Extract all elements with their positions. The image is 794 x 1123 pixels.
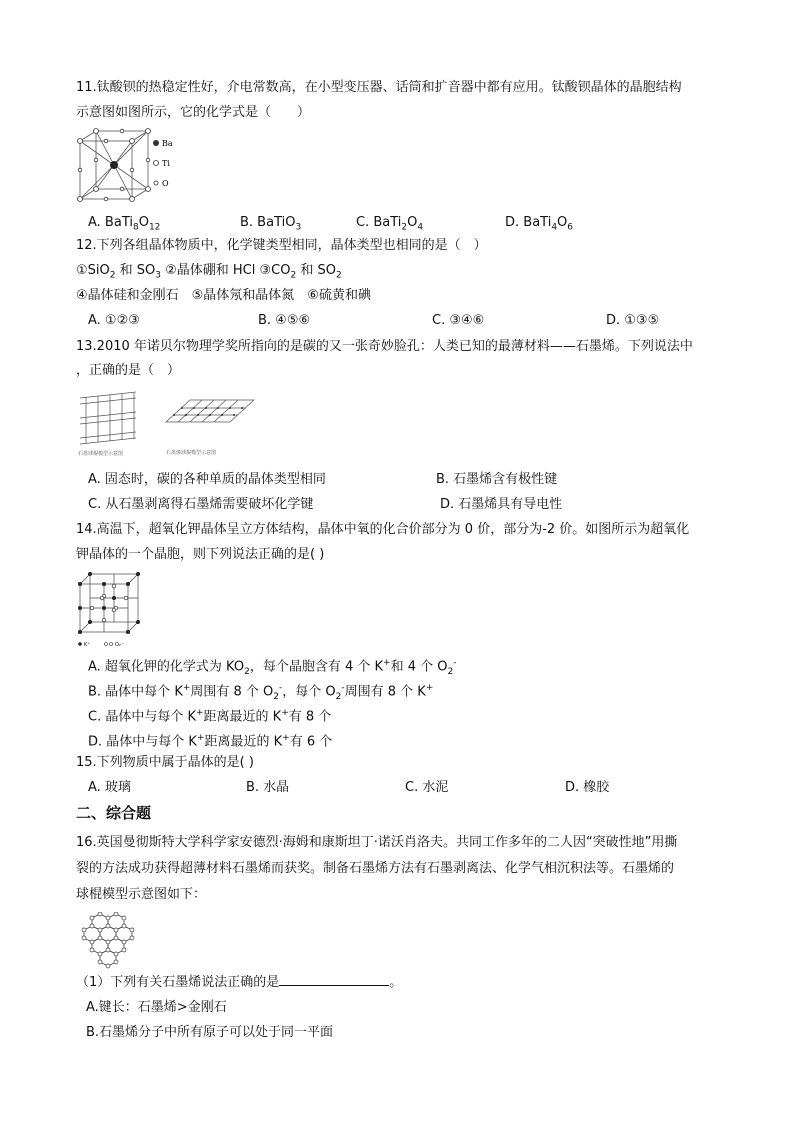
q14-option-c: C. 晶体中与每个 K+距离最近的 K+有 8 个 [88,708,332,725]
q12-row2: ④晶体硅和金刚石 ⑤晶体氖和晶体氮 ⑥硫黄和碘 [76,288,371,303]
q14-option-b: B. 晶体中每个 K+周围有 8 个 $O_2^-$，每个 $O_2^-$周围有 8 个 K+ [88,683,434,702]
q11-option-d: D. $BaTi_4O_6$ [505,215,574,233]
q16-sub1: （1）下列有关石墨烯说法正确的是 。 [76,975,403,990]
q11-option-a: A. $BaTi_8O_{12}$ [88,215,161,233]
q14-option-d: D. 晶体中与每个 K+距离最近的 K+有 6 个 [88,733,333,750]
q16-line1: 16.英国曼彻斯特大学科学家安德烈·海姆和康斯坦丁·诺沃肖洛夫。共同工作多年的二人因“突破性地”用撕 [76,835,678,850]
q13-line1: 13.2010 年诺贝尔物理学奖所指向的是碳的又一张奇妙脸孔：人类已知的最薄材料——石墨烯。下列说法中 [76,339,693,354]
q16-line3: 球棍模型示意图如下： [76,887,207,902]
svg-text:石墨球棍模型示意图: 石墨球棍模型示意图 [78,451,124,457]
graphite-model-figure [76,388,142,458]
q11-option-c: C. $BaTi_2O_4$ [356,215,424,233]
q13-option-d: D. 石墨烯具有导电性 [440,497,563,512]
q13-line2: ，正确的是（ ） [76,363,181,378]
batio3-unit-cell-figure [76,127,176,205]
q13-option-b: B. 石墨烯含有极性键 [436,472,558,487]
q11-line2: 示意图如图所示，它的化学式是（ ） [76,105,311,120]
q12-option-a: A. ①②③ [88,313,140,328]
svg-text:O: O [162,179,169,188]
q13-option-a: A. 固态时，碳的各种单质的晶体类型相同 [88,472,326,487]
q15-option-a: A. 玻璃 [88,780,131,795]
answer-blank[interactable] [279,973,389,986]
q16-line2: 裂的方法成功获得超薄材料石墨烯而获奖。制备石墨烯方法有石墨剥离法、化学气相沉积法等。石墨烯的 [76,861,675,876]
q16-option-a: A.键长：石墨烯>金刚石 [86,1000,227,1015]
q16-option-b: B.石墨烯分子中所有原子可以处于同一平面 [86,1025,334,1040]
q12-option-d: D. ①③⑤ [606,313,660,328]
svg-text:Ba: Ba [162,139,173,148]
q14-line2: 钾晶体的一个晶胞，则下列说法正确的是( ) [76,547,325,562]
q15-option-c: C. 水泥 [405,780,449,795]
ko2-unit-cell-figure [76,570,142,650]
svg-text:Ti: Ti [162,159,170,168]
q14-option-a: A. 超氧化钾的化学式为 $KO_2$，每个晶胞含有 4 个 K+和 4 个 $O_2^-$ [88,658,457,677]
q15-option-b: B. 水晶 [246,780,290,795]
q12-row1: ①SiO$_2$ 和 $SO_3$ ②晶体硼和 HCl $③CO_2$ 和 $SO_2$ [76,263,342,281]
svg-text:K⁺: K⁺ [84,642,90,648]
svg-text:O₂⁻: O₂⁻ [115,642,124,648]
graphene-model-figure [160,392,260,458]
q15-line1: 15.下列物质中属于晶体的是( ) [76,755,254,770]
q13-option-c: C. 从石墨剥离得石墨烯需要破坏化学键 [88,497,314,512]
q11-line1: 11.钛酸钡的热稳定性好，介电常数高，在小型变压器、话筒和扩音器中都有应用。钛酸钡晶体的晶胞结构 [76,80,682,95]
q14-line1: 14.高温下，超氧化钾晶体呈立方体结构，晶体中氧的化合价部分为 0 价，部分为-2 价。如图所示为超氧化 [76,522,690,537]
svg-text:石墨烯球棍模型示意图: 石墨烯球棍模型示意图 [166,450,217,456]
section-heading: 二、综合题 [76,804,152,822]
q11-option-b: B. BaTiO$_3$ [240,215,302,233]
q12-option-c: C. ③④⑥ [432,313,485,328]
q15-option-d: D. 橡胶 [565,780,610,795]
q12-option-b: B. ④⑤⑥ [258,313,311,328]
q12-line1: 12.下列各组晶体物质中，化学键类型相同，晶体类型也相同的是（ ） [76,238,487,253]
graphene-honeycomb-figure [76,912,140,970]
